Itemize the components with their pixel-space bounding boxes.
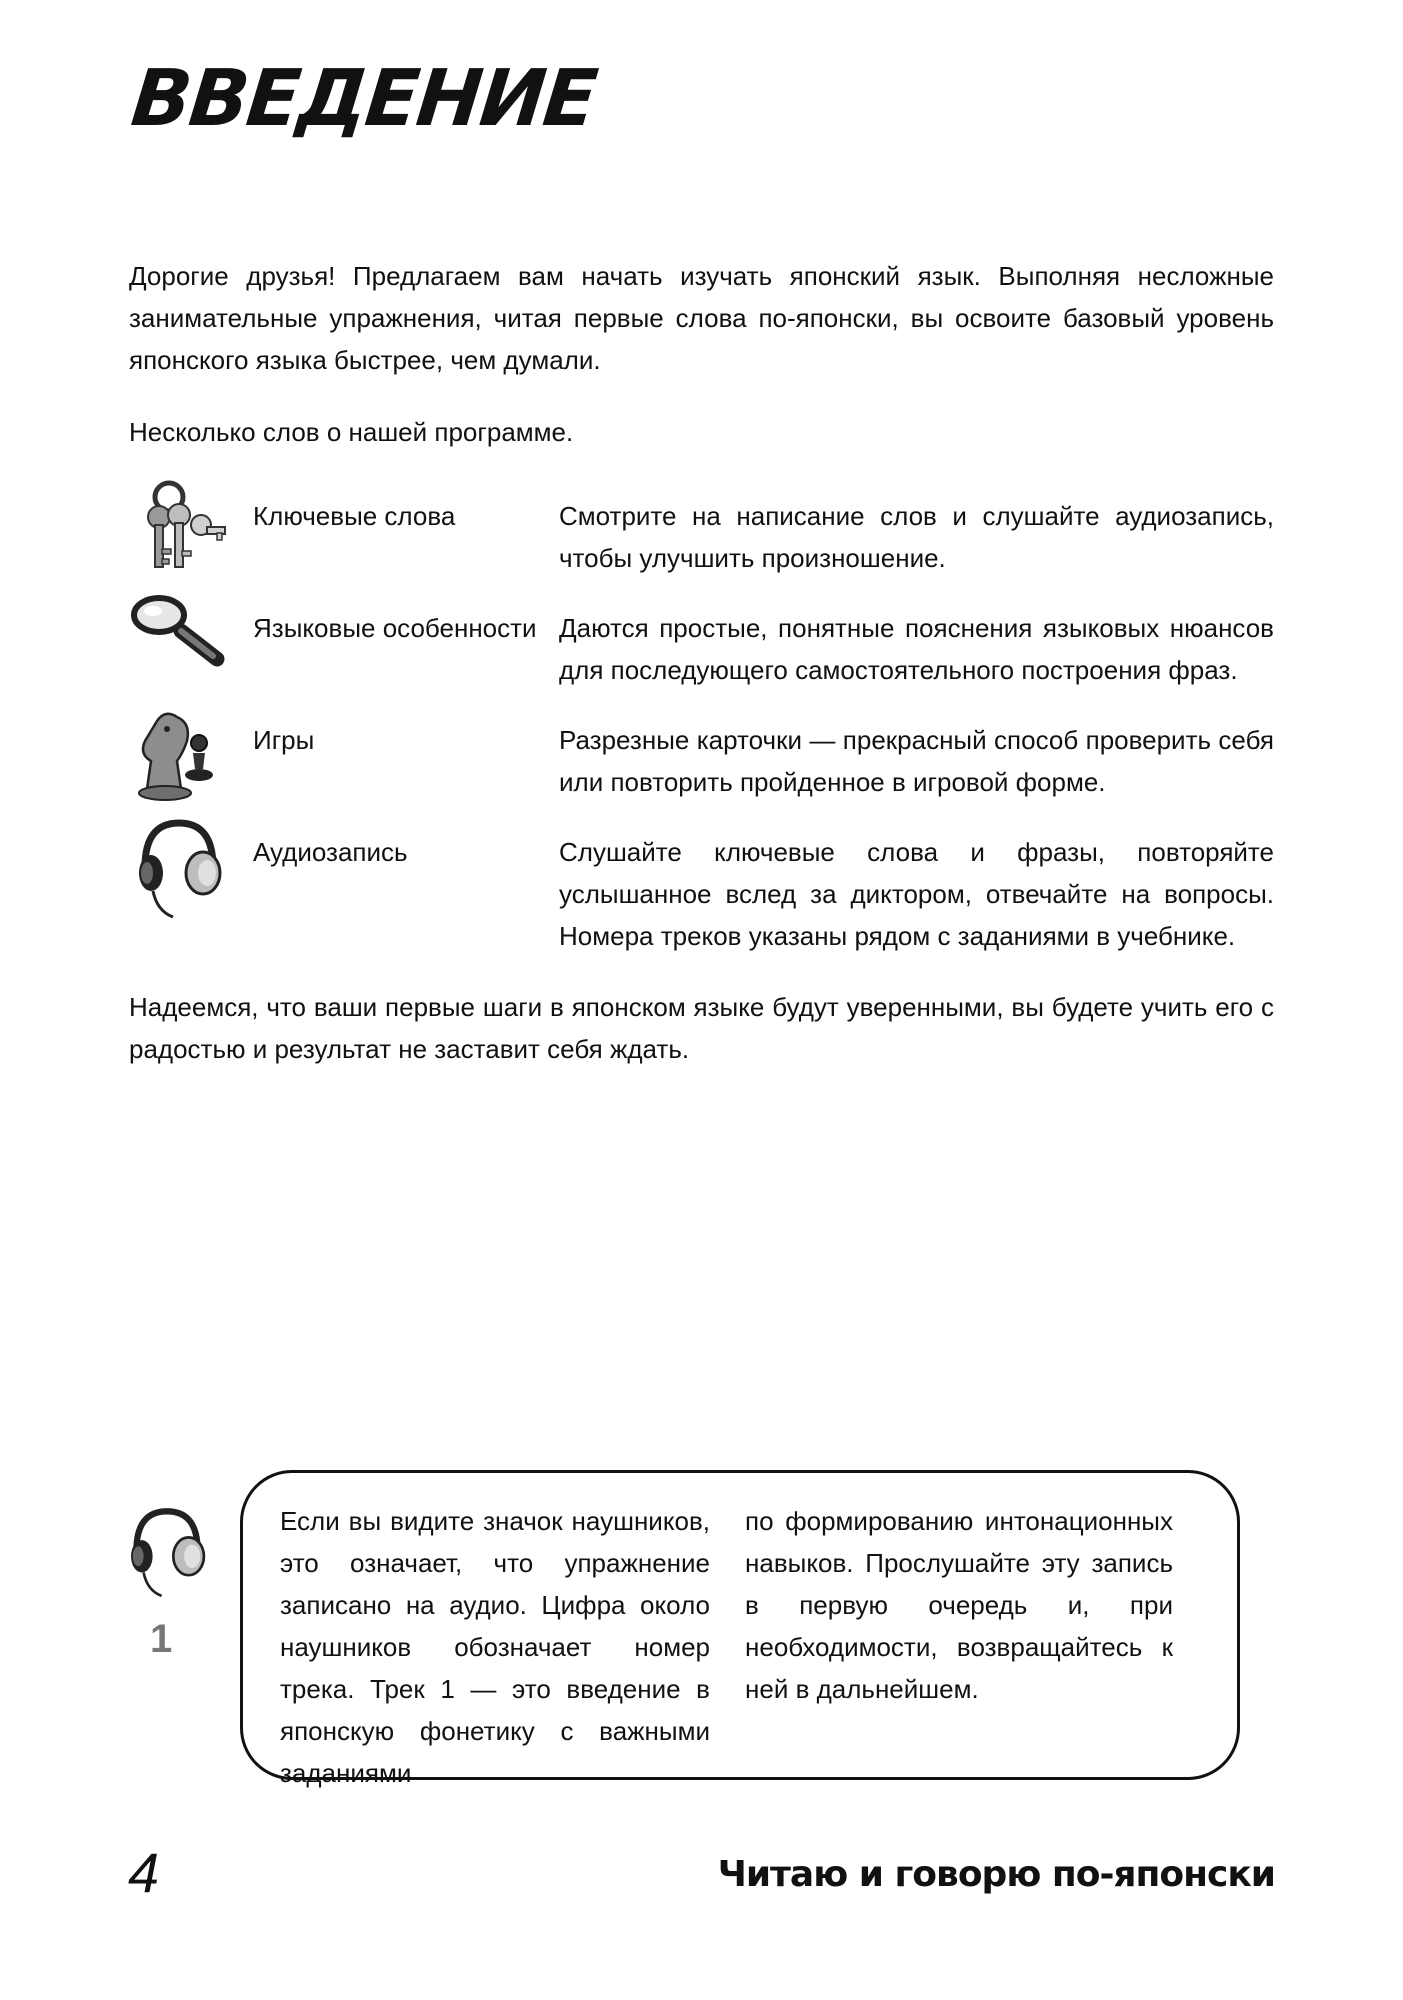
track-number: 1 [150,1617,173,1661]
headphones-icon [122,1495,212,1605]
feature-name: Игры [253,725,315,755]
book-title: Читаю и говорю по-японски [717,1854,1275,1895]
page-number: 4 [128,1841,160,1904]
keys-icon [129,475,229,585]
chess-icon [129,699,229,809]
feature-description: Смотрите на написание слов и слушайте аудиозапись, чтобы улучшить произношение. [559,501,1274,573]
program-intro: Несколько слов о нашей программе. [129,417,574,447]
intro-paragraph: Дорогие друзья! Предлагаем вам начать изучать японский язык. Выполняя несложные занимательные упражнения, читая первые слова по-японски, вы освоите базовый уровень японского языка быстрее, чем думали. [129,261,1274,375]
closing-paragraph: Надеемся, что ваши первые шаги в японском языке будут уверенными, вы будете учить его с радостью и результат не заставит себя ждать. [129,992,1274,1064]
note-text-right: по формированию интонационных навыков. Прослушайте эту запись в первую очередь и, при необходимости, возвращайтесь к ней в дальнейшем. [745,1506,1173,1704]
feature-name: Ключевые слова [253,501,456,531]
headphones-icon [129,811,229,921]
feature-description: Даются простые, понятные пояснения языковых нюансов для последующего самостоятельного построения фраз. [559,613,1274,685]
feature-description: Разрезные карточки — прекрасный способ проверить себя или повторить пройденное в игровой форме. [559,725,1274,797]
feature-name: Аудиозапись [253,837,408,867]
page-title: ВВЕДЕНИЕ [127,54,600,144]
note-text-left: Если вы видите значок наушников, это означает, что упражнение записано на аудио. Цифра около наушников обозначает номер трека. Трек 1 — это введение в японскую фонетику с важными заданиями [280,1506,710,1788]
feature-name: Языковые особенности [253,613,537,643]
feature-description: Слушайте ключевые слова и фразы, повторяйте услышанное вслед за диктором, отвечайте на вопросы. Номера треков указаны рядом с заданиями в учебнике. [559,837,1274,951]
magnifier-icon [129,587,229,697]
